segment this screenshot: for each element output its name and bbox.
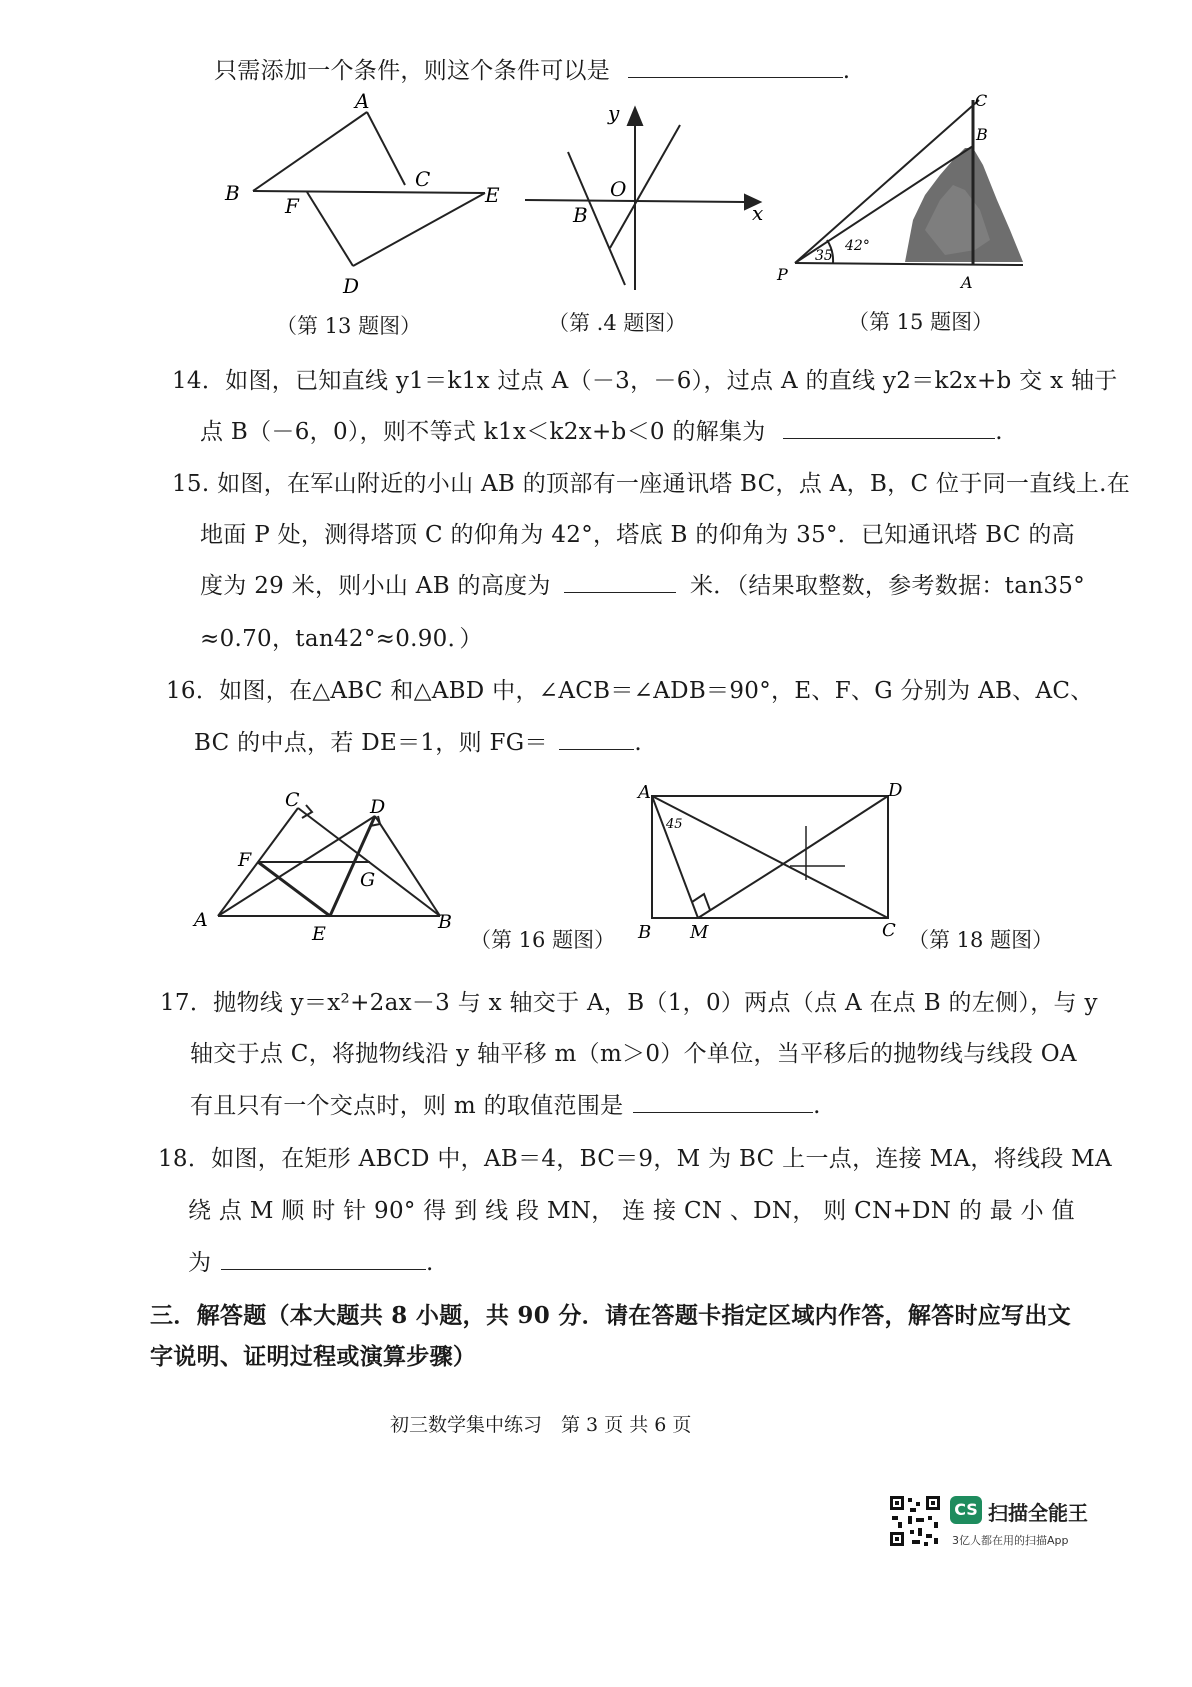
fig15-label-A: A [961, 273, 973, 292]
fig18-label-M: M [690, 922, 709, 943]
q15-line-3: 度为 29 米，则小山 AB 的高度为 米．（结果取整数，参考数据：tan35° [200, 567, 1085, 600]
answer-blank [559, 727, 634, 750]
q17-line-3: 有且只有一个交点时，则 m 的取值范围是 . [190, 1087, 821, 1120]
q16-line-1: 16．如图，在△ABC 和△ABD 中，∠ACB＝∠ADB＝90°，E、F、G 分别为 AB、AC、 [166, 678, 1094, 704]
q17-line-1: 17．抛物线 y＝x²+2ax－3 与 x 轴交于 A，B（1，0）两点（点 A 在点 B 的左侧），与 y [160, 990, 1098, 1016]
figure-15 [775, 90, 1045, 300]
fig16-caption: （第 16 题图） [470, 928, 616, 952]
answer-blank [564, 570, 676, 593]
q18-line-2: 绕 点 M 顺 时 针 90° 得 到 线 段 MN， 连 接 CN 、DN， 则 CN+DN 的 最 小 值 [188, 1198, 1075, 1224]
figure-13 [215, 88, 515, 303]
fig18-label-C: C [882, 920, 896, 941]
fig15-angle-35: 35 [815, 248, 833, 264]
camscanner-logo-icon: CS [950, 1496, 982, 1524]
fig14-label-x: x [752, 201, 764, 225]
answer-blank [221, 1247, 426, 1270]
fig18-label-D: D [888, 780, 903, 801]
q17-line-2: 轴交于点 C，将抛物线沿 y 轴平移 m（m＞0）个单位，当平移后的抛物线与线段 OA [190, 1041, 1077, 1067]
figure-18 [630, 776, 910, 951]
q13-tail-line: 只需添加一个条件，则这个条件可以是 . [214, 52, 850, 85]
fig14-label-y: y [608, 101, 620, 125]
fig13-label-B: B [225, 181, 240, 205]
section-3-heading-line-2: 字说明、证明过程或演算步骤） [150, 1343, 477, 1370]
q14-line-1: 14．如图，已知直线 y1＝k1x 过点 A（－3，－6），过点 A 的直线 y2＝k2x+b 交 x 轴于 [172, 368, 1118, 394]
page-footer: 初三数学集中练习 第 3 页 共 6 页 [390, 1414, 692, 1436]
q18-line-3: 为 . [188, 1244, 434, 1277]
fig15-angle-42: 42° [845, 238, 870, 254]
fig16-label-C: C [285, 789, 300, 811]
fig14-label-B: B [573, 203, 588, 227]
fig16-label-B: B [438, 911, 452, 933]
fig18-caption: （第 18 题图） [908, 928, 1054, 952]
fig18-label-B: B [638, 922, 652, 943]
q14-line-2: 点 B（－6，0），则不等式 k1x＜k2x+b＜0 的解集为 . [200, 413, 1003, 446]
fig16-label-E: E [312, 923, 326, 945]
fig16-label-D: D [370, 796, 386, 818]
answer-blank [628, 55, 843, 78]
fig18-label-A: A [638, 782, 651, 803]
fig13-label-D: D [343, 274, 360, 298]
qr-code-icon [888, 1494, 942, 1548]
scanner-brand-name: 扫描全能王 [988, 1501, 1088, 1525]
fig15-label-B: B [976, 125, 988, 144]
fig16-label-G: G [360, 869, 376, 891]
q15-line-2: 地面 P 处，测得塔顶 C 的仰角为 42°，塔底 B 的仰角为 35°．已知通讯塔 BC 的高 [200, 522, 1075, 548]
figure-14 [520, 100, 780, 300]
fig13-label-C: C [415, 167, 431, 191]
fig13-label-E: E [485, 183, 500, 207]
q16-line-2: BC 的中点，若 DE＝1，则 FG＝ . [194, 724, 642, 757]
q15-line-4: ≈0.70，tan42°≈0.90．） [200, 626, 483, 652]
answer-blank [633, 1090, 813, 1113]
fig14-label-O: O [610, 177, 627, 201]
fig15-caption: （第 15 题图） [848, 310, 994, 334]
answer-blank [783, 416, 995, 439]
fig15-label-C: C [975, 91, 988, 110]
fig13-label-F: F [285, 194, 299, 218]
figure-16 [190, 788, 470, 948]
q18-line-1: 18．如图，在矩形 ABCD 中，AB＝4，BC＝9，M 为 BC 上一点，连接 MA，将线段 MA [158, 1146, 1112, 1172]
fig16-label-F: F [238, 849, 252, 871]
fig15-label-P: P [777, 265, 788, 284]
fig13-caption: （第 13 题图） [276, 314, 422, 338]
q15-line-1: 15. 如图，在军山附近的小山 AB 的顶部有一座通讯塔 BC，点 A，B，C 位于同一直线上.在 [172, 471, 1131, 497]
scanner-slogan: 3亿人都在用的扫描App [952, 1534, 1069, 1547]
fig13-label-A: A [355, 89, 370, 113]
fig16-label-A: A [194, 909, 208, 931]
section-3-heading-line-1: 三．解答题（本大题共 8 小题，共 90 分．请在答题卡指定区域内作答，解答时应写出文 [150, 1302, 1071, 1329]
fig14-caption: （第 .4 题图） [548, 311, 687, 335]
fig18-angle-45: 45 [666, 817, 683, 832]
